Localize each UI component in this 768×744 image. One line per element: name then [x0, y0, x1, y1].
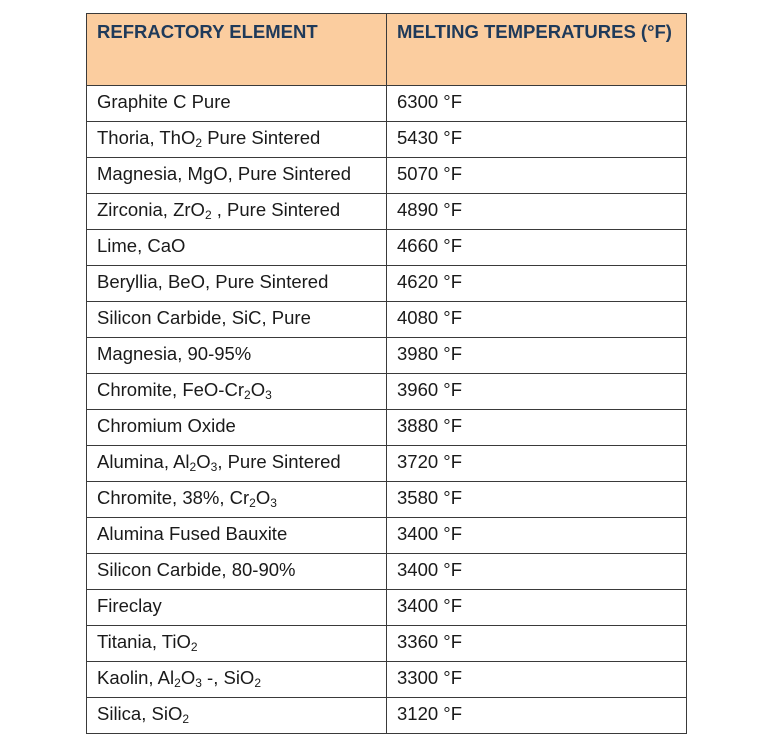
- temperature-cell: 3400 °F: [387, 518, 687, 554]
- temperature-cell: 3960 °F: [387, 374, 687, 410]
- table-row: [87, 518, 687, 554]
- temperature-cell: 6300 °F: [387, 86, 687, 122]
- element-cell: Chromium Oxide: [87, 410, 387, 446]
- element-cell: Chromite, 38%, $Cr_2O_3$: [87, 482, 387, 518]
- element-cell: Silica, SiO$_2$: [87, 698, 387, 734]
- element-cell: Alumina, $Al_2O_3$, Pure Sintered: [87, 446, 387, 482]
- table-row: [87, 410, 687, 446]
- temperature-cell: 3400 °F: [387, 554, 687, 590]
- temperature-cell: 3880 °F: [387, 410, 687, 446]
- element-cell: Magnesia, MgO, Pure Sintered: [87, 158, 387, 194]
- element-cell: Titania, TiO$_2$: [87, 626, 387, 662]
- header-element: REFRACTORY ELEMENT: [87, 14, 387, 86]
- header-row: [87, 14, 687, 86]
- table-row: [87, 698, 687, 734]
- table-row: [87, 590, 687, 626]
- element-cell: Beryllia, BeO, Pure Sintered: [87, 266, 387, 302]
- table-row: [87, 482, 687, 518]
- table-row: [87, 194, 687, 230]
- table-row: [87, 662, 687, 698]
- element-cell: Graphite C Pure: [87, 86, 387, 122]
- element-cell: Chromite, FeO-$Cr_2O_3$: [87, 374, 387, 410]
- element-cell: Lime, CaO: [87, 230, 387, 266]
- table-row: [87, 446, 687, 482]
- table-row: [87, 266, 687, 302]
- table-row: [87, 86, 687, 122]
- temperature-cell: 4620 °F: [387, 266, 687, 302]
- temperature-cell: 3580 °F: [387, 482, 687, 518]
- temperature-cell: 4080 °F: [387, 302, 687, 338]
- element-cell: Zirconia, ZrO$_2$ , Pure Sintered: [87, 194, 387, 230]
- table-row: [87, 230, 687, 266]
- temperature-cell: 3300 °F: [387, 662, 687, 698]
- table-row: [87, 338, 687, 374]
- element-cell: Alumina Fused Bauxite: [87, 518, 387, 554]
- temperature-cell: 3360 °F: [387, 626, 687, 662]
- element-cell: Fireclay: [87, 590, 387, 626]
- temperature-cell: 4660 °F: [387, 230, 687, 266]
- element-cell: Magnesia, 90-95%: [87, 338, 387, 374]
- element-cell: Thoria, ThO$_2$ Pure Sintered: [87, 122, 387, 158]
- temperature-cell: 5070 °F: [387, 158, 687, 194]
- temperature-cell: 3720 °F: [387, 446, 687, 482]
- table-row: [87, 122, 687, 158]
- temperature-cell: 4890 °F: [387, 194, 687, 230]
- temperature-cell: 5430 °F: [387, 122, 687, 158]
- element-cell: Silicon Carbide, SiC, Pure: [87, 302, 387, 338]
- header-temperature: MELTING TEMPERATURES (°F): [387, 14, 687, 86]
- temperature-cell: 3980 °F: [387, 338, 687, 374]
- table-row: [87, 554, 687, 590]
- table-row: [87, 374, 687, 410]
- table-row: [87, 626, 687, 662]
- table-row: [87, 302, 687, 338]
- element-cell: Kaolin, $Al_2O_3$ -, SiO$_2$: [87, 662, 387, 698]
- table-row: [87, 158, 687, 194]
- temperature-cell: 3400 °F: [387, 590, 687, 626]
- element-cell: Silicon Carbide, 80-90%: [87, 554, 387, 590]
- temperature-cell: 3120 °F: [387, 698, 687, 734]
- refractory-melting-table: [86, 13, 687, 734]
